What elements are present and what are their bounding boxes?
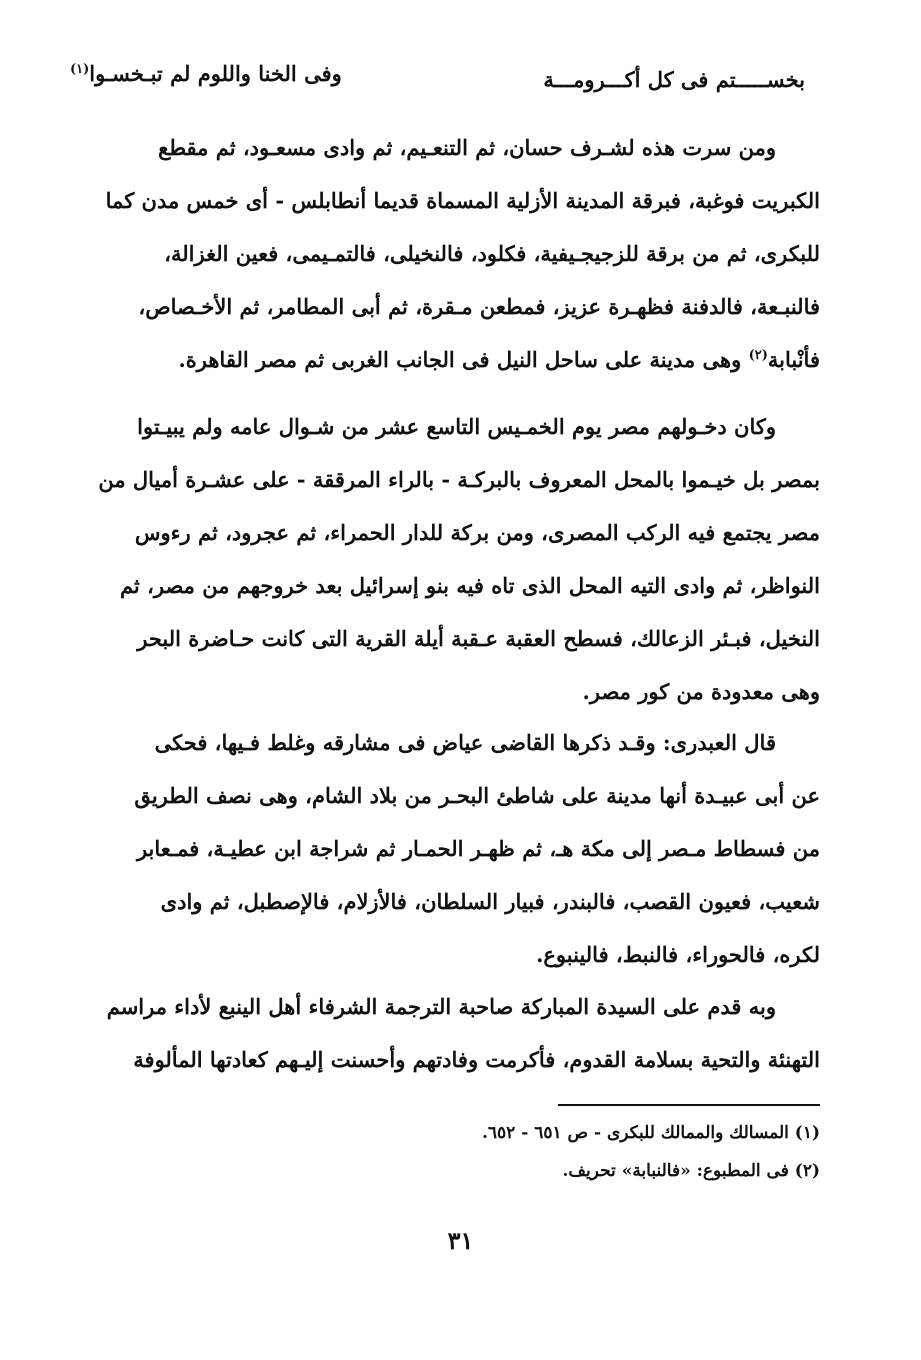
text-line: قال العبدرى: وقـد ذكرها القاضى عياض فى مشارقه وغلط فـيها، فحكى <box>154 730 776 755</box>
footnote-ref-1: (١) <box>70 62 90 77</box>
paragraph-3 <box>80 716 820 981</box>
footnote-1: (١) المسالك والممالك للبكرى - ص ٦٥١ - ٦٥٢. <box>481 1123 820 1143</box>
paragraph-1 <box>80 121 820 386</box>
text-line: وهى معدودة من كور مصر. <box>582 679 820 704</box>
text-line: مصر يجتمع فيه الركب المصرى، ومن بركة للدار الحمراء، ثم عجرود، ثم رءوس <box>134 520 820 545</box>
page-number: ٣١ <box>447 1226 474 1255</box>
text-line: النواظر، ثم وادى التيه المحل الذى تاه فيه بنو إسرائيل بعد خروجهم من مصر، ثم <box>119 573 820 598</box>
text-line: عن أبى عبيـدة أنها مدينة على شاطئ البحـر من بلاد الشام، وهى نصف الطريق <box>134 783 820 808</box>
text-line: الكبريت فوغبة، فبرقة المدينة الأزلية المسماة قديما أنطابلس - أى خمس مدن كما <box>105 188 820 213</box>
footnote-2: (٢) فى المطبوع: «فالنبابة» تحريف. <box>562 1161 820 1181</box>
text-line: التهنئة والتحية بسلامة القدوم، فأكرمت وفادتهم وأحسنت إليـهم كعادتها المألوفة <box>133 1047 820 1072</box>
text-line: للبكرى، ثم من برقة للزجيجـيفية، فكلود، فالنخيلى، فالتمـيمى، فعين الغزالة، <box>164 241 820 266</box>
text-line: بمصر بل خيـموا بالمحل المعروف بالبركـة - بالراء المرققة - على عشـرة أميال من <box>98 467 820 492</box>
text-line-tail: وهى مدينة على ساحل النيل فى الجانب الغربى ثم مصر القاهرة. <box>178 347 749 372</box>
text-line: فالنبـعة، فالدفنة فظهـرة عزيز، فمطعن مـقرة، ثم أبى المطامر، ثم الأخـصاص، <box>138 294 820 319</box>
paragraph-2 <box>80 400 820 718</box>
verse-second-hemistich <box>70 52 342 96</box>
text-line: وبه قدم على السيدة المباركة صاحبة الترجمة الشرفاء أهل الينبع لأداء مراسم <box>106 994 776 1019</box>
text-word: فأنْبابة <box>767 347 820 372</box>
text-line: النخيل، فبـئر الزعالك، فسطح العقبة عـقبة أيلة القرية التى كانت حـاضرة البحر <box>137 626 820 651</box>
footnote-ref-2: (٢) <box>748 348 768 363</box>
poetry-verse <box>70 58 815 102</box>
text-line: شعيب، فعيون القصب، فالبندر، فبيار السلطان، فالأزلام، فالإصطبل، ثم وادى <box>160 889 820 914</box>
text-line <box>80 333 820 386</box>
text-line: لكره، فالحوراء، فالنبط، فالينبوع. <box>536 942 820 967</box>
footnote-divider <box>558 1104 820 1106</box>
text-line: وكان دخـولهم مصر يوم الخمـيس التاسع عشر من شـوال عامه ولم يبيـتوا <box>137 414 776 439</box>
paragraph-4 <box>80 980 820 1086</box>
footnotes <box>300 1114 820 1190</box>
text-line: ومن سرت هذه لشـرف حسان، ثم التنعـيم، ثم وادى مسعـود، ثم مقطع <box>158 135 776 160</box>
verse-first-hemistich: بخســـــتم فى كل أكـــرومـــة <box>543 67 805 92</box>
text-line: من فسطاط مـصر إلى مكة هـ، ثم ظهـر الحمـار ثم شراجة ابن عطيـة، فمـعابر <box>136 836 820 861</box>
verse-second-hemistich-text: وفى الخنا واللوم لم تبـخسـوا <box>89 61 342 86</box>
